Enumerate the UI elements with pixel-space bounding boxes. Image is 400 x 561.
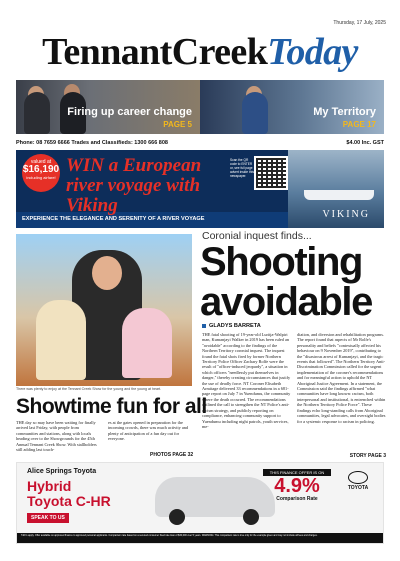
secondary-headline[interactable]: Showtime fun for all <box>16 395 207 418</box>
promo-person-image <box>24 92 50 134</box>
lead-kicker: Coronial inquest finds... <box>202 230 312 242</box>
toyota-advert[interactable] <box>16 462 384 544</box>
qr-code-icon[interactable] <box>254 156 288 190</box>
car-wheel <box>243 509 259 525</box>
promo-title: Firing up career change <box>67 106 192 118</box>
masthead <box>0 28 400 78</box>
promo-strip <box>16 80 384 134</box>
story-column: THE fatal shooting of 19-year-old Luritja-Walpiri man, Kumanjayi Walker in 2019 has been ruled an "avoidable" according to the findings of the Northern Territory coronial inquest. The inquest found the fatal shots fired by former Northern Territory Police Officer Zachary Rolfe were the result of "officer-induced jeopardy", a situation in which officers "needlessly put themselves in danger," thereby creating circumstances that justify the use of deadly force. NT Coroner Elisabeth Armitage delivered 33 recommendations in a 681-page report on July 7 in Yuendumu, the community where the death occurred. The recommendations outlined the call to strengthen the NT Police's anti-racism strategy, and publicly reporting on compliance, enhancing community support to Yuendumu including night patrols, youth services, me- <box>202 332 291 429</box>
finance-offer-box <box>263 469 331 502</box>
toyota-logo <box>343 471 373 491</box>
toyota-wordmark: TOYOTA <box>347 485 369 491</box>
toyota-emblem-icon <box>348 471 368 484</box>
photo-child <box>36 300 86 380</box>
model-line-2: Toyota C-HR <box>27 493 111 509</box>
badge-amount: $16,190 <box>22 164 60 175</box>
photos-page-ref[interactable]: PHOTOS PAGE 32 <box>150 452 194 458</box>
promo-page-ref: PAGE 5 <box>163 120 192 129</box>
promo-my-territory[interactable] <box>200 80 384 134</box>
title-part-1: TennantCreek <box>42 31 268 73</box>
title-part-2: Today <box>267 31 358 73</box>
speak-to-us-button[interactable]: SPEAK TO US <box>27 513 69 523</box>
lead-story-body <box>202 332 386 429</box>
photo-caption: There was plenty to enjoy at the Tennant Creek Show for the young and the young at heart. <box>16 387 162 391</box>
river-ship-image <box>288 150 384 228</box>
promo-career[interactable] <box>16 80 200 134</box>
viking-advert[interactable] <box>16 150 384 228</box>
promo-person-image <box>242 92 268 134</box>
promo-page-ref: PAGE 17 <box>342 120 376 129</box>
photo-child <box>122 308 172 378</box>
badge-line-1: valued at <box>30 159 52 165</box>
ship-hull <box>304 190 374 200</box>
ad-fine-print: T&C's apply. Offer available on approved finance to approved personal applicants. Comparison rate based on a secured consumer fixed rate loan of $30,000 over 5 years. WARNING: This comparison rate is true only for the example given and may not include all fees and charges. <box>17 533 383 543</box>
byline <box>202 323 261 329</box>
model-line-1: Hybrid <box>27 478 72 494</box>
newspaper-title <box>0 28 400 76</box>
ad-scan-instructions: Scan the QR code to ENTER or, see full page advert inside this newspaper. <box>230 158 254 178</box>
show-photo <box>16 234 192 386</box>
ad-headline: WIN a European river voyage with Viking <box>66 155 202 216</box>
model-name <box>27 479 111 509</box>
story-page-ref[interactable]: STORY PAGE 3 <box>349 453 386 459</box>
secondary-story-body <box>16 420 194 452</box>
byline-author: GLADYS BARRETA <box>209 323 261 329</box>
lead-headline[interactable]: Shooting avoidable <box>200 240 372 324</box>
photo-face <box>92 256 122 290</box>
ad-tagline: EXPERIENCE THE ELEGANCE AND SERENITY OF A RIVER VOYAGE <box>22 216 205 222</box>
badge-line-3: including airfare! <box>26 175 56 180</box>
finance-rate-label: Comparison Rate <box>276 496 318 502</box>
story-column: diation, and diversion and rehabilitation programs. The report found that aspects of Mr Rolfe's personality and beliefs "contextually affected his behaviour on 9 November 2019", contributing to the "disastrous arrest of Kumanjayi, and the tragic events that followed". The Northern Territory Anti-Discrimination Commission called for the urgent implementation of the coroner's recommendations and for meaningful action to uphold the NT Aboriginal Justice Agreement. In a statement, the Commission said the findings affirmed "what communities have long known: racism, both interpersonal and institutional, is entrenched within the Northern Territory Police Force". These findings echo long-standing calls from Aboriginal communities, legal advocates, and oversight bodies for a systemic response to racism in policing. <box>297 332 386 424</box>
finance-rate: 4.9% <box>274 475 320 497</box>
viking-logo: VIKING <box>322 209 370 220</box>
info-bar <box>16 138 384 148</box>
prize-badge <box>22 154 60 192</box>
promo-title: My Territory <box>313 106 376 118</box>
car-wheel <box>169 509 185 525</box>
dealer-name: Alice Springs Toyota <box>27 468 97 475</box>
story-column: es at the gates opened in preparation for the incoming crowds, there was much activity and plenty of anticipation of a fun day out for everyone. <box>108 420 189 442</box>
story-column: THE day so may have been waiting for finally arrived last Friday, with people from communities and stations, along with locals heading over to the Showgrounds for the 45th Annual Tennant Creek Show. With stallholders still adding last touch- <box>16 420 97 453</box>
finance-heading: THIS FINANCE OFFER IS ON <box>263 469 331 476</box>
issue-date: Thursday, 17 July, 2025 <box>333 20 386 26</box>
byline-square-icon <box>202 324 206 328</box>
contact-numbers: Phone: 08 7659 6666 Trades and Classifieds: 1300 666 808 <box>16 140 168 146</box>
cover-price: $4.00 Inc. GST <box>346 140 384 146</box>
